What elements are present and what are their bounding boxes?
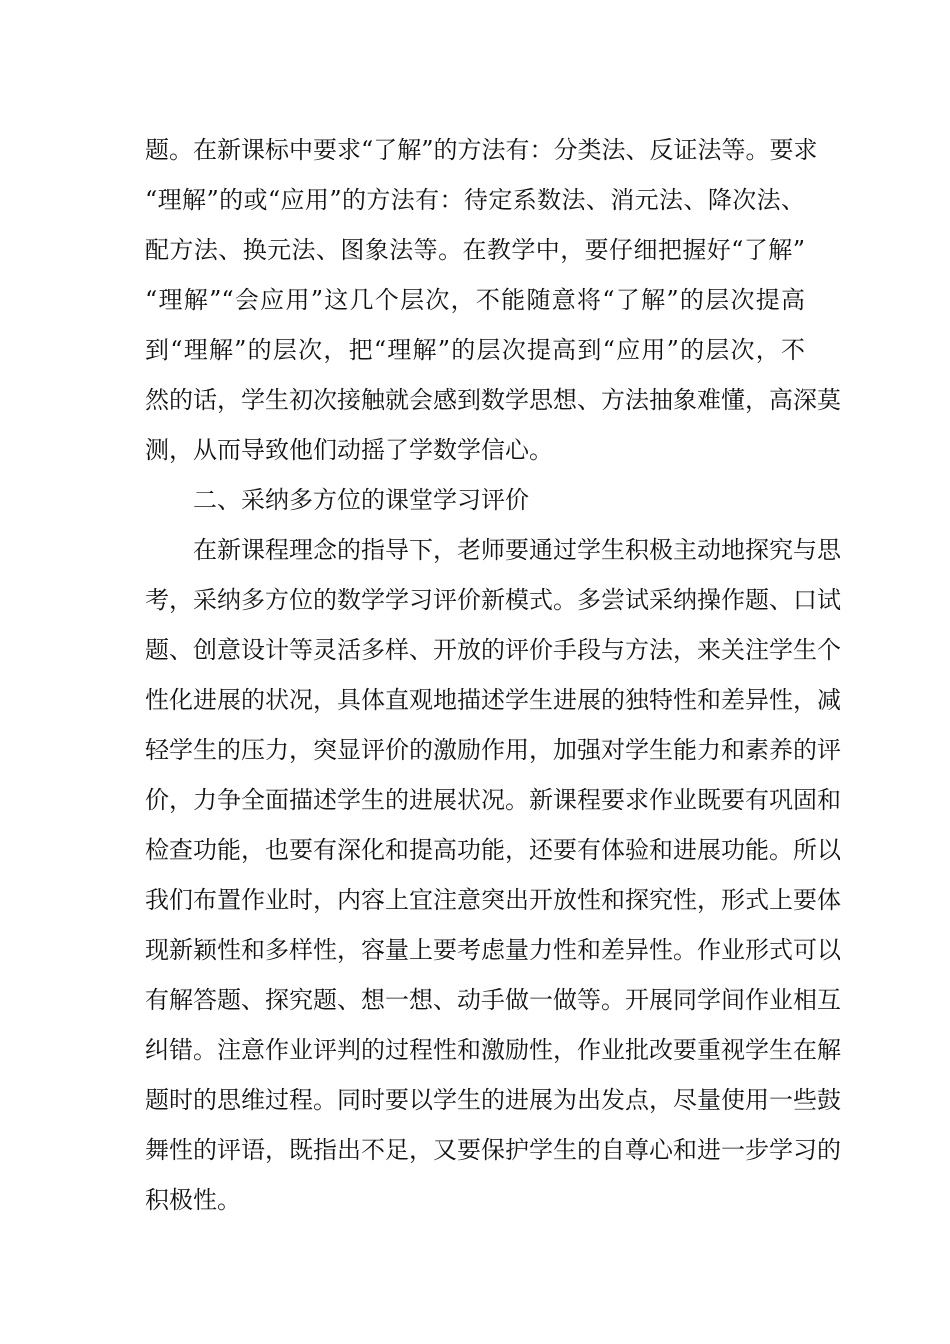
paragraph-2-line-11: 纠错。注意作业评判的过程性和激励性，作业批改要重视学生在解 (145, 1036, 841, 1064)
paragraph-2-line-6: 价，力争全面描述学生的进展状况。新课程要求作业既要有巩固和 (145, 786, 841, 814)
paragraph-2-line-3: 题、创意设计等灵活多样、开放的评价手段与方法，来关注学生个 (145, 636, 841, 664)
paragraph-1-line-6: 然的话，学生初次接触就会感到数学思想、方法抽象难懂，高深莫 (145, 386, 841, 414)
paragraph-1-line-5: 到“理解”的层次，把“理解”的层次提高到“应用”的层次，不 (145, 336, 805, 364)
paragraph-2-line-12: 题时的思维过程。同时要以学生的进展为出发点，尽量使用一些鼓 (145, 1086, 841, 1114)
paragraph-2-line-14: 积极性。 (145, 1186, 241, 1214)
paragraph-1-line-7: 测，从而导致他们动摇了学数学信心。 (145, 436, 553, 464)
paragraph-2-line-7: 检查功能，也要有深化和提高功能，还要有体验和进展功能。所以 (145, 836, 841, 864)
paragraph-2-line-2: 考，采纳多方位的数学学习评价新模式。多尝试采纳操作题、口试 (145, 586, 841, 614)
paragraph-1-line-1: 题。在新课标中要求“了解”的方法有：分类法、反证法等。要求 (145, 136, 818, 164)
paragraph-2-line-10: 有解答题、探究题、想一想、动手做一做等。开展同学间作业相互 (145, 986, 841, 1014)
paragraph-2-line-1: 在新课程理念的指导下，老师要通过学生积极主动地探究与思 (193, 536, 841, 564)
paragraph-1-line-3: 配方法、换元法、图象法等。在教学中，要仔细把握好“了解” (145, 236, 805, 264)
paragraph-2-line-8: 我们布置作业时，内容上宜注意突出开放性和探究性，形式上要体 (145, 886, 841, 914)
paragraph-1-line-4: “理解”“会应用”这几个层次，不能随意将“了解”的层次提高 (145, 286, 805, 314)
paragraph-2-line-4: 性化进展的状况，具体直观地描述学生进展的独特性和差异性，减 (145, 686, 841, 714)
paragraph-1-line-2: “理解”的或“应用”的方法有：待定系数法、消元法、降次法、 (145, 186, 805, 214)
paragraph-2-line-9: 现新颖性和多样性，容量上要考虑量力性和差异性。作业形式可以 (145, 936, 841, 964)
section-heading: 二、采纳多方位的课堂学习评价 (193, 486, 529, 514)
paragraph-2-line-5: 轻学生的压力，突显评价的激励作用，加强对学生能力和素养的评 (145, 736, 841, 764)
paragraph-2-line-13: 舞性的评语，既指出不足，又要保护学生的自尊心和进一步学习的 (145, 1136, 841, 1164)
